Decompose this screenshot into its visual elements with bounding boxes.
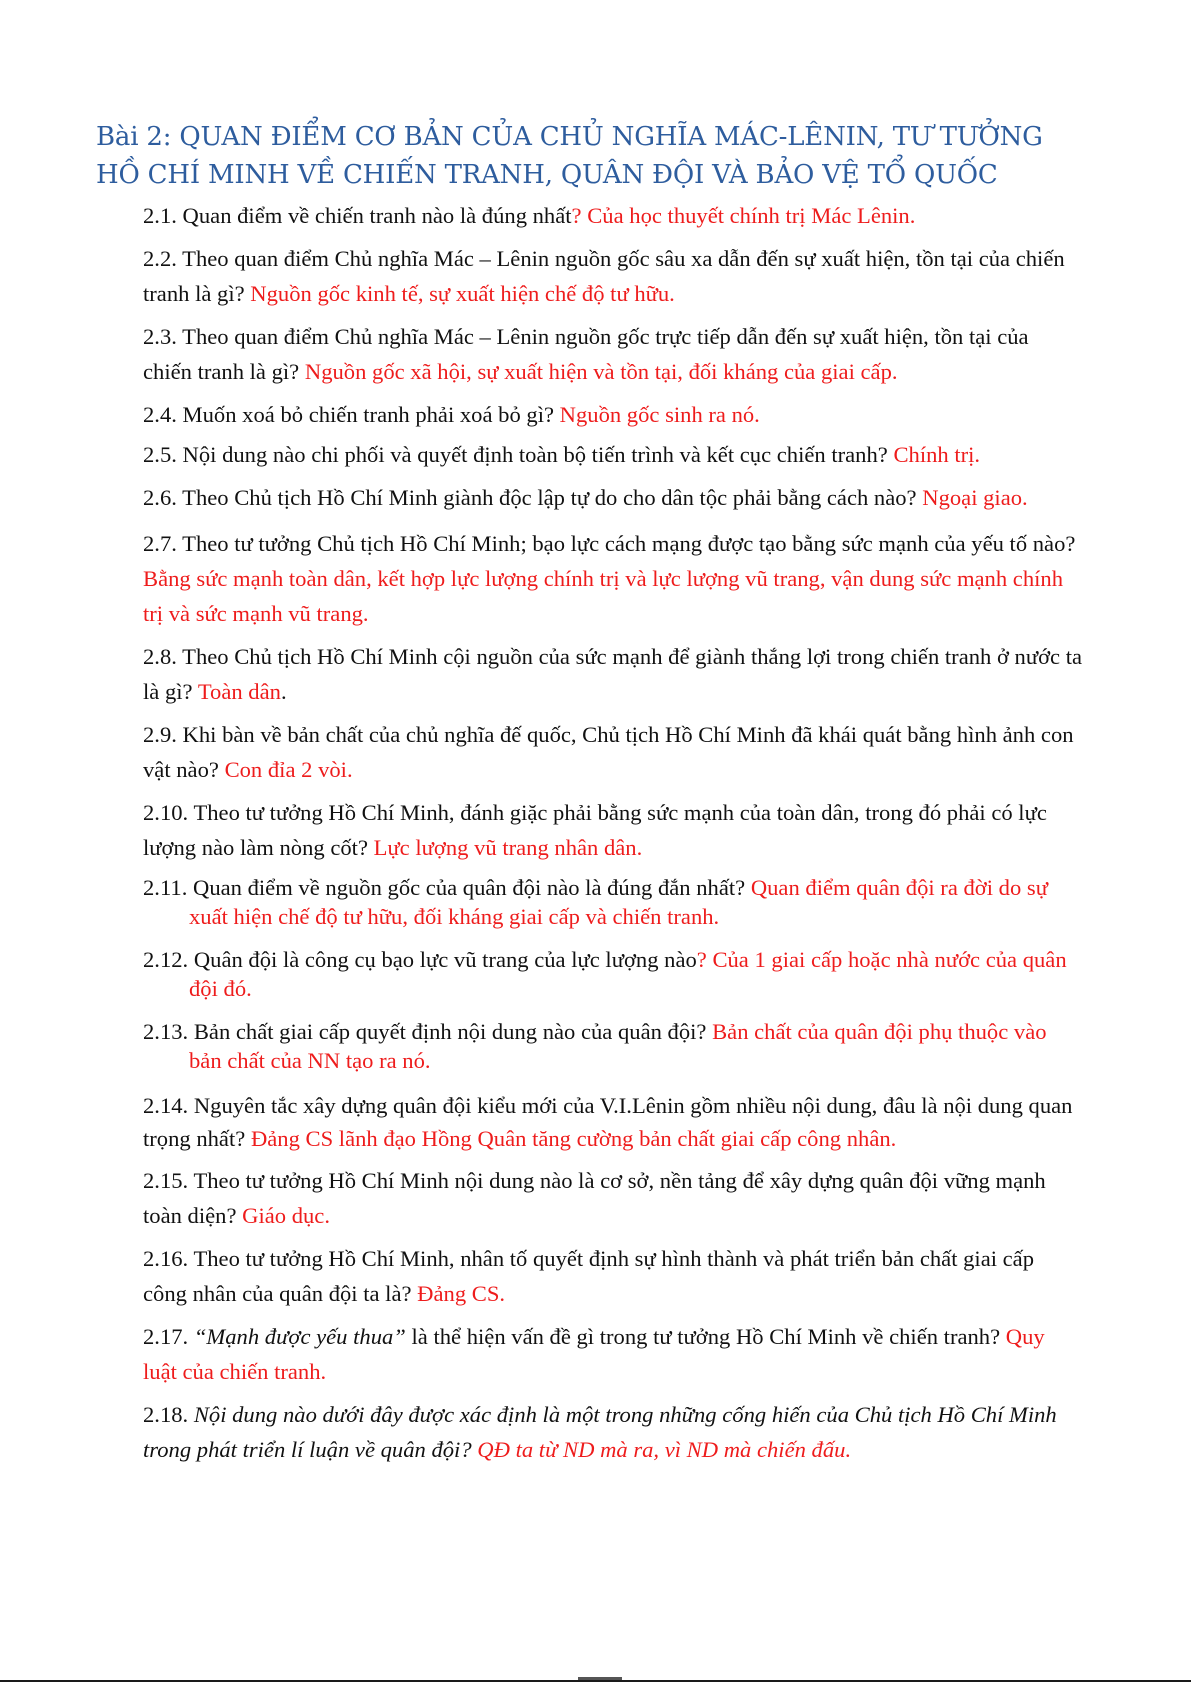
question-item: [96, 639, 1083, 709]
question-number: 2.17.: [143, 1324, 189, 1349]
question-text: Quan điểm về chiến tranh nào là đúng nhất: [182, 203, 572, 228]
question-item: [96, 1163, 1083, 1233]
question-text: Theo Chủ tịch Hồ Chí Minh giành độc lập tự do cho dân tộc phải bằng cách nào?: [182, 485, 917, 510]
answer-text: Bản chất của quân đội phụ thuộc vào bản chất của NN tạo ra nó.: [189, 1019, 1047, 1073]
question-text: Quan điểm về nguồn gốc của quân đội nào là đúng đắn nhất?: [193, 875, 746, 900]
page-title: Bài 2: QUAN ĐIỂM CƠ BẢN CỦA CHỦ NGHĨA MÁC-LÊNIN, TƯ TƯỞNG HỒ CHÍ MINH VỀ CHIẾN TRANH, QUÂN ĐỘI VÀ BẢO VỆ TỔ QUỐC: [96, 122, 1043, 190]
question-number: 2.6.: [143, 485, 177, 510]
question-text: Theo tư tưởng Hồ Chí Minh, đánh giặc phải bằng sức mạnh của toàn dân, trong đó phải có lực lượng nào làm nòng cốt?: [143, 800, 1047, 860]
question-number: 2.11.: [143, 875, 188, 900]
question-text: Nguyên tắc xây dựng quân đội kiểu mới của V.I.Lênin gồm nhiều nội dung, đâu là nội dung quan trọng nhất?: [143, 1093, 1073, 1151]
answer-text: Chính trị.: [893, 442, 981, 467]
question-number: 2.18.: [143, 1402, 189, 1427]
question-item: [96, 198, 1083, 233]
question-item: [96, 1089, 1083, 1155]
question-item: [96, 795, 1083, 865]
answer-text: Lực lượng vũ trang nhân dân.: [373, 835, 643, 860]
question-number: 2.13.: [143, 1019, 189, 1044]
question-number: 2.12.: [143, 947, 189, 972]
question-number: 2.2.: [143, 246, 177, 271]
question-number: 2.14.: [143, 1093, 189, 1118]
question-number: 2.7.: [143, 531, 177, 556]
question-text: Khi bàn về bản chất của chủ nghĩa đế quốc, Chủ tịch Hồ Chí Minh đã khái quát bằng hình ảnh con vật nào?: [143, 722, 1074, 782]
question-number: 2.5.: [143, 442, 177, 467]
question-number: 2.9.: [143, 722, 177, 747]
answer-text: Quy luật của chiến tranh.: [143, 1324, 1045, 1384]
question-text: Theo tư tưởng Hồ Chí Minh, nhân tố quyết định sự hình thành và phát triển bản chất giai cấp công nhân của quân đội ta là?: [143, 1246, 1035, 1306]
question-item: [96, 1017, 1083, 1075]
question-number: 2.16.: [143, 1246, 189, 1271]
answer-text: Nguồn gốc kinh tế, sự xuất hiện chế độ tư hữu.: [250, 281, 675, 306]
answer-text: Đảng CS lãnh đạo Hồng Quân tăng cường bản chất giai cấp công nhân.: [250, 1126, 897, 1151]
answer-text: Giáo dục.: [242, 1203, 330, 1228]
question-text: Nội dung nào chi phối và quyết định toàn bộ tiến trình và kết cục chiến tranh?: [182, 442, 888, 467]
question-item: [96, 440, 1083, 469]
question-item: [96, 241, 1083, 311]
question-text: là thể hiện vấn đề gì trong tư tưởng Hồ Chí Minh về chiến tranh?: [411, 1324, 1001, 1349]
question-number: 2.8.: [143, 644, 177, 669]
question-text: Muốn xoá bỏ chiến tranh phải xoá bỏ gì?: [182, 402, 554, 427]
page-bottom-mark: [578, 1677, 622, 1680]
answer-trailing-punctuation: .: [280, 679, 287, 704]
question-text: Nội dung nào dưới đây được xác định là một trong những cống hiến của Chủ tịch Hồ Chí Minh trong phát triển lí luận về quân đội?: [143, 1402, 1057, 1462]
question-text: Theo quan điểm Chủ nghĩa Mác – Lênin nguồn gốc trực tiếp dẫn đến sự xuất hiện, tồn tại của chiến tranh là gì?: [143, 324, 1029, 384]
answer-text: Con đỉa 2 vòi.: [224, 757, 353, 782]
answer-text: ? Của học thuyết chính trị Mác Lênin.: [571, 203, 916, 228]
question-item: [96, 873, 1083, 931]
question-item: [96, 526, 1083, 631]
answer-text: Đảng CS.: [417, 1281, 506, 1306]
question-number: 2.15.: [143, 1168, 189, 1193]
question-number: 2.1.: [143, 203, 177, 228]
answer-text: Quan điểm quân đội ra đời do sự xuất hiện chế độ tư hữu, đối kháng giai cấp và chiến tranh.: [189, 875, 1048, 929]
question-text: Theo Chủ tịch Hồ Chí Minh cội nguồn của sức mạnh để giành thắng lợi trong chiến tranh ở nước ta là gì?: [143, 644, 1083, 704]
question-item: [96, 1319, 1083, 1389]
question-item: [96, 1397, 1083, 1467]
answer-text: Ngoại giao.: [922, 485, 1028, 510]
question-item: [96, 483, 1083, 512]
question-number: 2.4.: [143, 402, 177, 427]
answer-text: ? Của 1 giai cấp hoặc nhà nước của quân đội đó.: [189, 947, 1067, 1001]
question-item: [96, 717, 1083, 787]
question-number: 2.3.: [143, 324, 177, 349]
question-number: 2.10.: [143, 800, 189, 825]
question-text: Bản chất giai cấp quyết định nội dung nào của quân đội?: [193, 1019, 707, 1044]
question-text: Quân đội là công cụ bạo lực vũ trang của lực lượng nào: [193, 947, 697, 972]
question-quote: “Mạnh được yếu thua”: [193, 1324, 406, 1349]
question-item: [96, 397, 1083, 432]
answer-text: Nguồn gốc xã hội, sự xuất hiện và tồn tại, đối kháng của giai cấp.: [304, 359, 898, 384]
page-bottom-divider: [0, 1680, 1191, 1682]
answer-text: Toàn dân: [197, 679, 281, 704]
question-item: [96, 945, 1083, 1003]
question-list: [96, 198, 1083, 1467]
answer-text: Bằng sức mạnh toàn dân, kết hợp lực lượng chính trị và lực lượng vũ trang, vận dung sức mạnh chính trị và sức mạnh vũ trang.: [143, 566, 1064, 626]
question-text: Theo tư tưởng Chủ tịch Hồ Chí Minh; bạo lực cách mạng được tạo bằng sức mạnh của yếu tố nào?: [182, 531, 1076, 556]
question-item: [96, 319, 1083, 389]
question-item: [96, 1241, 1083, 1311]
answer-text: Nguồn gốc sinh ra nó.: [559, 402, 760, 427]
question-text: Theo quan điểm Chủ nghĩa Mác – Lênin nguồn gốc sâu xa dẫn đến sự xuất hiện, tồn tại của chiến tranh là gì?: [143, 246, 1065, 306]
question-text: Theo tư tưởng Hồ Chí Minh nội dung nào là cơ sở, nền tảng để xây dựng quân đội vững mạnh toàn diện?: [143, 1168, 1046, 1228]
answer-text: QĐ ta từ ND mà ra, vì ND mà chiến đấu.: [477, 1437, 852, 1462]
